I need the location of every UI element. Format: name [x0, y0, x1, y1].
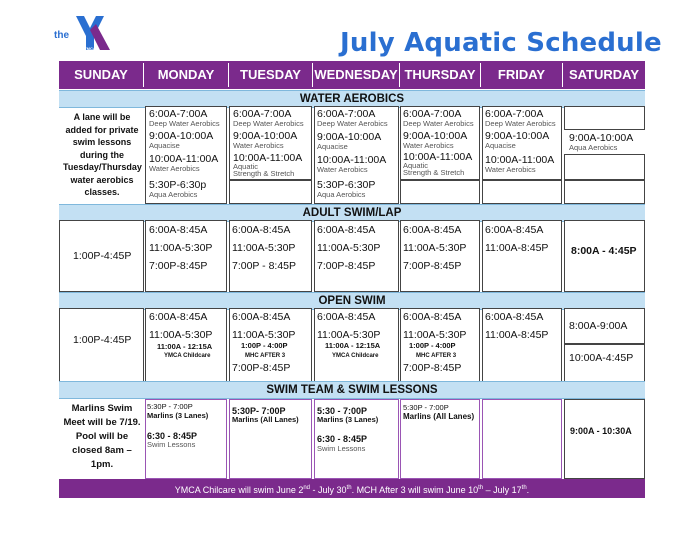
open-thu-1: 6:00A-8:45A — [403, 311, 462, 323]
open-wed-3: 11:00A - 12:15A — [325, 341, 381, 350]
open-thu-2: 11:00A-5:30P — [403, 329, 467, 341]
wa-saturday-mid — [564, 154, 645, 180]
wa-thu-1-class: Deep Water Aerobics — [403, 119, 474, 128]
wa-thu-3-class: Aquatic — [403, 161, 429, 170]
wa-mon-3-class: Water Aerobics — [149, 164, 200, 173]
team-wed-2-time: 6:30 - 8:45P — [317, 434, 368, 444]
footer-part-4: – July 17 — [483, 485, 522, 495]
wa-fri-1-class: Deep Water Aerobics — [485, 119, 556, 128]
adult-thu-1: 6:00A-8:45A — [403, 224, 462, 236]
day-friday: FRIDAY — [497, 67, 546, 82]
adult-tue-1: 6:00A-8:45A — [232, 224, 291, 236]
team-mon-1-name: Marlins (3 Lanes) — [147, 411, 209, 420]
day-wednesday: WEDNESDAY — [314, 67, 398, 82]
team-thu-1-time: 5:30P - 7:00P — [403, 403, 449, 412]
team-saturday-cell — [564, 399, 645, 479]
wa-tue-3-class2: Strength & Stretch — [233, 169, 295, 178]
footer-part-1: YMCA Chilcare will swim June 2 — [174, 485, 304, 495]
adult-fri-2: 11:00A-8:45P — [485, 242, 549, 254]
wa-thursday-empty — [400, 180, 480, 204]
wa-mon-1-time: 6:00A-7:00A — [149, 108, 208, 120]
open-fri-1: 6:00A-8:45A — [485, 311, 544, 323]
team-wed-2-name: Swim Lessons — [317, 444, 366, 453]
open-tue-2: 11:00A-5:30P — [232, 329, 296, 341]
wa-mon-4-class: Aqua Aerobics — [149, 190, 198, 199]
wa-wed-1-class: Deep Water Aerobics — [317, 119, 388, 128]
team-tue-1-name: Marlins (All Lanes) — [232, 415, 299, 424]
team-mon-2-time: 6:30 - 8:45P — [147, 431, 198, 441]
wa-sat-class: Aqua Aerobics — [569, 143, 618, 152]
wa-fri-3-class: Water Aerobics — [485, 165, 536, 174]
wa-sat-time: 9:00A-10:00A — [569, 132, 634, 144]
team-tue-1-time: 5:30P- 7:00P — [232, 406, 286, 416]
team-wed-1-time: 5:30 - 7:00P — [317, 406, 368, 416]
day-saturday: SATURDAY — [568, 67, 640, 82]
open-mon-1: 6:00A-8:45A — [149, 311, 208, 323]
wa-wed-3-class: Water Aerobics — [317, 165, 368, 174]
team-wed-1-name: Marlins (3 Lanes) — [317, 415, 379, 424]
wa-tuesday-empty — [229, 180, 312, 204]
team-mon-1-time: 5:30P - 7:00P — [147, 402, 193, 411]
wa-tue-3-time: 10:00A-11:00A — [233, 152, 303, 164]
wa-mon-2-class: Aquacise — [149, 141, 180, 150]
schedule-table — [59, 61, 645, 498]
open-tue-1: 6:00A-8:45A — [232, 311, 291, 323]
day-sunday: SUNDAY — [74, 67, 128, 82]
open-thu-5: 7:00P-8:45P — [403, 362, 462, 374]
adult-wed-1: 6:00A-8:45A — [317, 224, 376, 236]
footer-part-5: . — [526, 485, 530, 495]
open-sat-2: 10:00A-4:45P — [569, 352, 634, 364]
adult-tue-2: 11:00A-5:30P — [232, 242, 296, 254]
footer-note — [59, 479, 645, 498]
wa-tue-1-time: 6:00A-7:00A — [233, 108, 292, 120]
wa-saturday-bottom — [564, 180, 645, 204]
wa-saturday-top — [564, 106, 645, 130]
adult-thu-3: 7:00P-8:45P — [403, 260, 462, 272]
open-mon-3: 11:00A - 12:15A — [157, 342, 213, 351]
wa-wed-2-class: Aquacise — [317, 142, 348, 151]
wa-thu-3-time: 10:00A-11:00A — [403, 151, 473, 163]
team-sat-time: 9:00A - 10:30A — [570, 426, 632, 436]
footer-sup-4: th — [521, 485, 527, 491]
wa-tue-3-class: Aquatic — [233, 162, 259, 171]
wa-friday-empty — [482, 180, 562, 204]
open-wed-1: 6:00A-8:45A — [317, 311, 376, 323]
day-thursday: THURSDAY — [404, 67, 476, 82]
adult-sat-time: 8:00A - 4:45P — [571, 245, 637, 257]
open-sat-1: 8:00A-9:00A — [569, 320, 628, 332]
wa-mon-1-class: Deep Water Aerobics — [149, 119, 220, 128]
adult-wed-3: 7:00P-8:45P — [317, 260, 376, 272]
day-tuesday: TUESDAY — [240, 67, 301, 82]
section-swim-team: SWIM TEAM & SWIM LESSONS — [59, 381, 645, 399]
open-mon-4: YMCA Childcare — [164, 353, 211, 359]
team-mon-2-name: Swim Lessons — [147, 440, 196, 449]
open-tue-4: MHC AFTER 3 — [245, 353, 286, 359]
adult-wed-2: 11:00A-5:30P — [317, 242, 381, 254]
team-sunday-note: Marlins Swim Meet will be 7/19. Pool will be closed 8am – 1pm. — [63, 403, 141, 470]
adult-mon-2: 11:00A-5:30P — [149, 242, 213, 254]
page-title: July Aquatic Schedule — [340, 28, 662, 58]
wa-tue-1-class: Deep Water Aerobics — [233, 119, 304, 128]
wa-thu-3-class2: Strength & Stretch — [403, 168, 465, 177]
wa-wed-4-time: 5:30P-6:30P — [317, 179, 376, 191]
wa-mon-3-time: 10:00A-11:00A — [149, 153, 219, 165]
team-thu-1-name: Marlins (All Lanes) — [403, 412, 475, 421]
footer-sup-3: th — [478, 485, 484, 491]
open-sun-time: 1:00P-4:45P — [73, 334, 132, 346]
wa-fri-2-class: Aquacise — [485, 141, 516, 150]
adult-tue-3: 7:00P - 8:45P — [232, 260, 297, 272]
footer-part-2: - July 30 — [310, 485, 347, 495]
ymca-logo — [56, 16, 110, 56]
wa-thu-1-time: 6:00A-7:00A — [403, 108, 462, 120]
open-tue-5: 7:00P-8:45P — [232, 362, 291, 374]
wa-fri-3-time: 10:00A-11:00A — [485, 154, 555, 166]
adult-sun-time: 1:00P-4:45P — [73, 250, 132, 262]
adult-mon-1: 6:00A-8:45A — [149, 224, 208, 236]
wa-mon-4-time: 5:30P-6:30p — [149, 179, 207, 191]
adult-thu-2: 11:00A-5:30P — [403, 242, 467, 254]
wa-sunday-note: A lane will be added for private swim lessons during the Tuesday/Thursday water aerobics classes. — [63, 112, 142, 197]
open-thu-3: 1:00P - 4:00P — [409, 341, 456, 350]
wa-wed-4-class: Aqua Aerobics — [317, 190, 366, 199]
open-fri-2: 11:00A-8:45P — [485, 329, 549, 341]
wa-tue-2-time: 9:00A-10:00A — [233, 130, 298, 142]
team-friday-cell — [482, 399, 562, 479]
wa-mon-2-time: 9:00A-10:00A — [149, 130, 214, 142]
wa-wed-2-time: 9:00A-10:00A — [317, 131, 382, 143]
adult-mon-3: 7:00P-8:45P — [149, 260, 208, 272]
logo-ymca-text: YMCA — [84, 46, 96, 51]
open-mon-2: 11:00A-5:30P — [149, 329, 213, 341]
section-water-aerobics: WATER AEROBICS — [59, 90, 645, 108]
wa-thu-2-class: Water Aerobics — [403, 141, 454, 150]
section-open-swim: OPEN SWIM — [59, 292, 645, 310]
footer-sup-2: th — [346, 485, 352, 491]
wa-thu-2-time: 9:00A-10:00A — [403, 130, 468, 142]
day-header-row — [59, 61, 645, 89]
footer-part-3: . MCH After 3 will swim June 10 — [351, 485, 479, 495]
wa-wed-3-time: 10:00A-11:00A — [317, 154, 387, 166]
day-monday: MONDAY — [157, 67, 215, 82]
wa-fri-2-time: 9:00A-10:00A — [485, 130, 550, 142]
section-adult-swim: ADULT SWIM/LAP — [59, 204, 645, 222]
open-thu-4: MHC AFTER 3 — [416, 353, 457, 359]
adult-fri-1: 6:00A-8:45A — [485, 224, 544, 236]
open-wed-4: YMCA Childcare — [332, 353, 379, 359]
footer-sup-1: nd — [303, 485, 311, 491]
wa-wed-1-time: 6:00A-7:00A — [317, 108, 376, 120]
open-wed-2: 11:00A-5:30P — [317, 329, 381, 341]
open-tue-3: 1:00P - 4:00P — [241, 341, 288, 350]
logo-the-text: the — [54, 30, 69, 41]
wa-tue-2-class: Water Aerobics — [233, 141, 284, 150]
wa-fri-1-time: 6:00A-7:00A — [485, 108, 544, 120]
